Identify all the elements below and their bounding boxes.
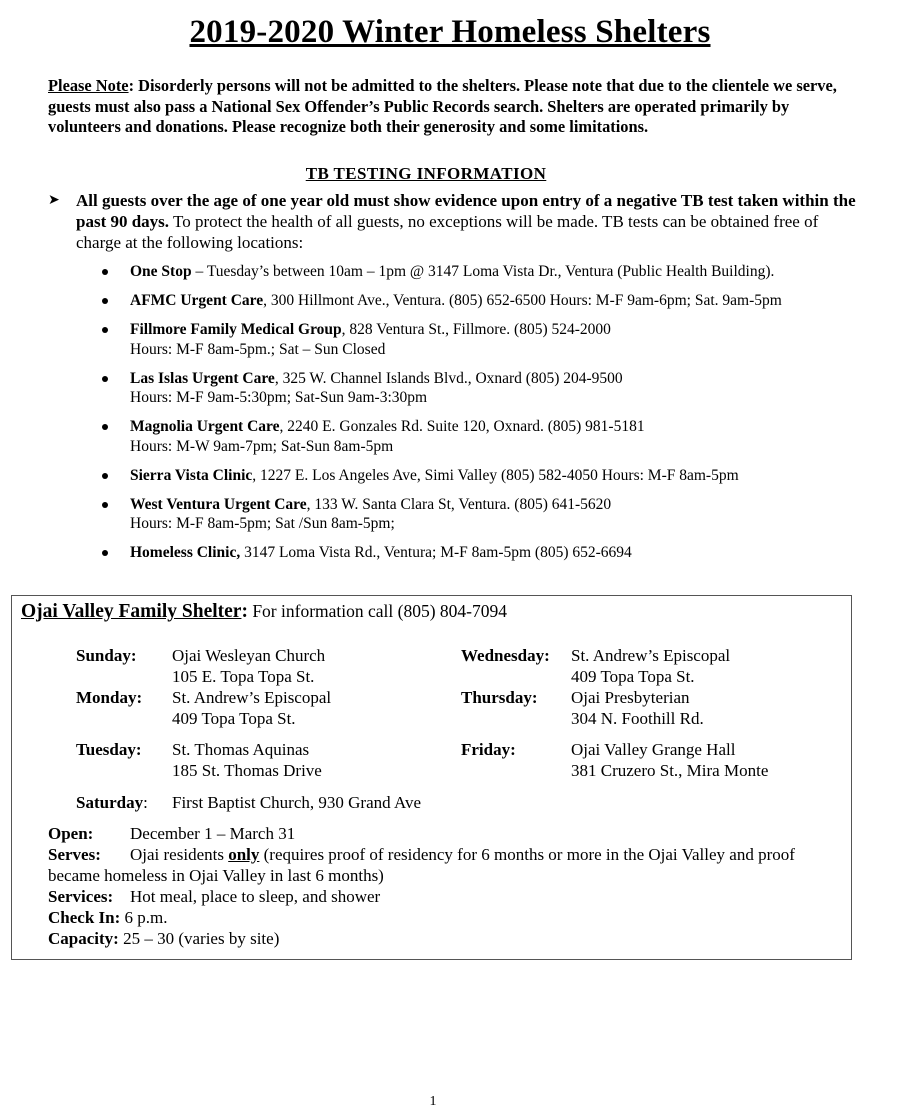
shelter-info-call: For information call (805) 804-7094: [247, 601, 508, 621]
day-label: Thursday:: [461, 688, 538, 707]
serves-pre: Ojai residents: [130, 845, 229, 864]
checkin-row: [48, 907, 838, 928]
serves-row: [48, 844, 838, 886]
location-hours: Hours: M-F 8am-5pm; Sat /Sun 8am-5pm;: [130, 515, 395, 532]
location-details: – Tuesday’s between 10am – 1pm @ 3147 Loma Vista Dr., Ventura (Public Health Building).: [191, 263, 775, 280]
tb-requirement-bold: All guests over the age of one year old must show evidence upon entry of a negative TB test taken within the past 90 days.: [76, 191, 856, 231]
capacity-value: 25 – 30 (varies by site): [123, 929, 280, 948]
shelter-info-box: [11, 595, 852, 960]
serves-label: Serves:: [48, 845, 101, 864]
open-label: Open:: [48, 824, 94, 843]
day-label: Saturday: [76, 793, 144, 812]
list-item: [102, 543, 862, 563]
location-name: One Stop: [130, 263, 192, 280]
venue-name: St. Andrew’s Episcopal: [172, 688, 332, 707]
venue-address: 409 Topa Topa St.: [571, 667, 695, 686]
venue-address: 105 E. Topa Topa St.: [172, 667, 315, 686]
venue-address: 409 Topa Topa St.: [172, 709, 296, 728]
bullet-icon: [102, 550, 108, 556]
checkin-value: 6 p.m.: [124, 908, 168, 927]
schedule-tuesday: [76, 739, 436, 781]
please-note-label: Please Note: [48, 76, 129, 95]
page-title: 2019-2020 Winter Homeless Shelters: [189, 14, 711, 50]
day-label-colon: :: [143, 793, 148, 812]
venue-address: 381 Cruzero St., Mira Monte: [571, 761, 769, 780]
serves-only: only: [228, 845, 260, 864]
location-name: Sierra Vista Clinic: [130, 466, 253, 484]
list-item: [102, 417, 862, 456]
day-label: Wednesday:: [461, 646, 550, 665]
bullet-icon: [102, 298, 108, 304]
day-label: Monday:: [76, 688, 143, 707]
venue-address: 304 N. Foothill Rd.: [571, 709, 704, 728]
location-details: , 1227 E. Los Angeles Ave, Simi Valley (805) 582-4050 Hours: M-F 8am-5pm: [252, 466, 739, 484]
location-details: , 2240 E. Gonzales Rd. Suite 120, Oxnard. (805) 981-5181: [279, 418, 645, 435]
list-item: [102, 369, 862, 408]
shelter-name-colon: :: [241, 601, 248, 622]
location-hours: Hours: M-F 8am-5pm.; Sat – Sun Closed: [130, 340, 386, 358]
venue-address: 185 St. Thomas Drive: [172, 761, 322, 780]
arrow-bullet-icon: ➤: [48, 192, 60, 208]
bullet-icon: [102, 327, 108, 333]
capacity-label: Capacity:: [48, 929, 119, 948]
location-details: , 133 W. Santa Clara St, Ventura. (805) 641-5620: [306, 495, 612, 513]
tb-requirement-paragraph: [48, 190, 858, 253]
schedule-thursday: [461, 687, 841, 729]
location-name: AFMC Urgent Care: [130, 292, 264, 309]
venue-name: St. Andrew’s Episcopal: [571, 646, 731, 665]
services-label: Services:: [48, 887, 114, 906]
list-item: [102, 262, 862, 282]
shelter-name: Ojai Valley Family Shelter: [21, 601, 242, 622]
location-hours: Hours: M-F 9am-5:30pm; Sat-Sun 9am-3:30pm: [130, 389, 428, 406]
tb-testing-heading: TB TESTING INFORMATION: [305, 164, 547, 183]
day-label: Friday:: [461, 740, 516, 759]
location-details: , 325 W. Channel Islands Blvd., Oxnard (805) 204-9500: [274, 369, 623, 387]
location-details: , 828 Ventura St., Fillmore. (805) 524-2000: [341, 321, 611, 338]
day-label-wrap: [76, 792, 148, 813]
venue-name: Ojai Valley Grange Hall: [571, 740, 736, 759]
venue-name: Ojai Presbyterian: [571, 688, 690, 707]
location-name: Homeless Clinic,: [130, 544, 241, 561]
location-name: Magnolia Urgent Care: [130, 418, 280, 435]
day-label: Tuesday:: [76, 740, 142, 759]
serves-post: (requires proof of residency for 6 months or more in the Ojai Valley and proof became homeless in Ojai Valley in last 6 months): [48, 845, 795, 885]
schedule-monday: [76, 687, 436, 729]
checkin-label: Check In:: [48, 908, 121, 927]
list-item: [102, 466, 862, 486]
please-note-paragraph: [48, 76, 858, 138]
location-details: , 300 Hillmont Ave., Ventura. (805) 652-6500 Hours: M-F 9am-6pm; Sat. 9am-5pm: [263, 292, 782, 309]
location-hours: Hours: M-W 9am-7pm; Sat-Sun 8am-5pm: [130, 437, 394, 455]
please-note-text: : Disorderly persons will not be admitted to the shelters. Please note that due to the clientele we serve, guests must also pass a National Sex Offender’s Public Records search. Shelters are operated primarily by volunteers and donations. Please recognize both their generosity and some limitations.: [48, 76, 837, 136]
location-name: Las Islas Urgent Care: [130, 369, 275, 387]
schedule-friday: [461, 739, 841, 781]
location-name: Fillmore Family Medical Group: [130, 321, 342, 338]
bullet-icon: [102, 502, 108, 508]
services-row: [48, 886, 838, 907]
open-row: [48, 823, 838, 844]
venue-name: St. Thomas Aquinas: [172, 740, 310, 759]
list-item: [102, 495, 862, 534]
tb-locations-list: [102, 262, 862, 572]
bullet-icon: [102, 473, 108, 479]
schedule-wednesday: [461, 645, 841, 687]
schedule-sunday: [76, 645, 436, 687]
bullet-icon: [102, 269, 108, 275]
bullet-icon: [102, 376, 108, 382]
venue-name: Ojai Wesleyan Church: [172, 646, 326, 665]
tb-requirement-text: To protect the health of all guests, no exceptions will be made. TB tests can be obtained free of charge at the following locations:: [76, 212, 819, 252]
location-name: West Ventura Urgent Care: [130, 495, 307, 513]
page-number: 1: [429, 1094, 437, 1109]
schedule-saturday: [76, 792, 676, 813]
bullet-icon: [102, 424, 108, 430]
capacity-row: [48, 928, 838, 949]
open-value: December 1 – March 31: [130, 824, 296, 843]
location-details: 3147 Loma Vista Rd., Ventura; M-F 8am-5pm (805) 652-6694: [240, 544, 632, 561]
venue-name: First Baptist Church, 930 Grand Ave: [172, 793, 421, 812]
day-label: Sunday:: [76, 646, 137, 665]
shelter-title-line: [21, 601, 507, 623]
services-value: Hot meal, place to sleep, and shower: [130, 887, 381, 906]
list-item: [102, 320, 862, 359]
list-item: [102, 291, 862, 311]
